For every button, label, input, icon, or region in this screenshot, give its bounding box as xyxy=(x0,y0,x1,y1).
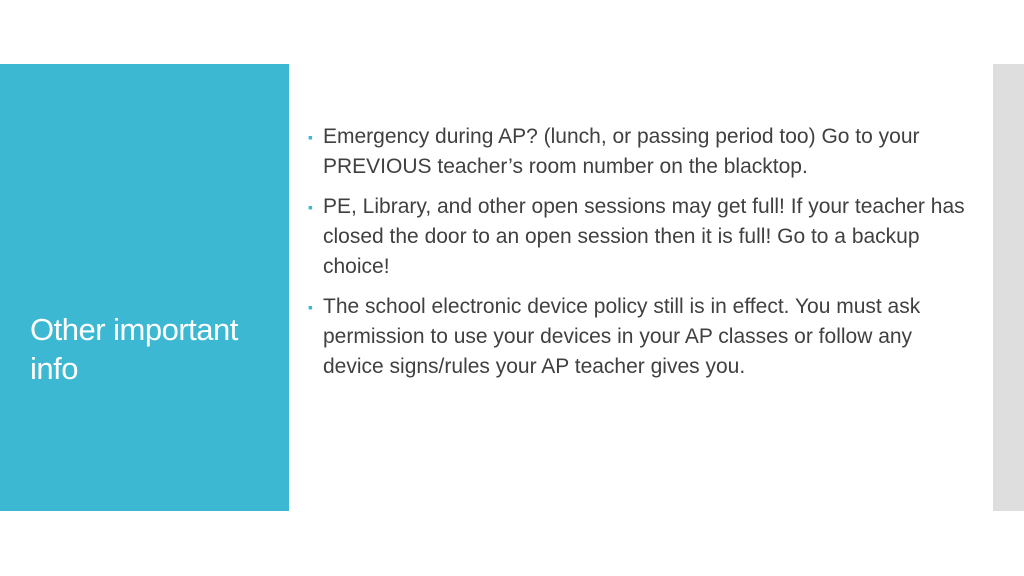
bullet-item xyxy=(306,192,966,282)
bullet-text: Emergency during AP? (lunch, or passing period too) Go to your PREVIOUS teacher’s room number on the blacktop. xyxy=(323,125,920,178)
bullet-marker-icon: ▪ xyxy=(308,199,313,215)
right-side-bar xyxy=(993,64,1024,511)
bullet-list xyxy=(306,122,966,382)
slide-title: Other important info xyxy=(30,312,238,386)
bullet-text: The school electronic device policy still is in effect. You must ask permission to use your devices in your AP classes or follow any device signs/rules your AP teacher gives you. xyxy=(323,295,921,378)
content-area xyxy=(306,122,966,392)
bullet-marker-icon: ▪ xyxy=(308,129,313,145)
bullet-item xyxy=(306,292,966,382)
bullet-marker-icon: ▪ xyxy=(308,299,313,315)
bullet-text: PE, Library, and other open sessions may get full! If your teacher has closed the door to an open session then it is full! Go to a backup choice! xyxy=(323,195,965,278)
title-panel xyxy=(0,64,289,511)
bullet-item xyxy=(306,122,966,182)
